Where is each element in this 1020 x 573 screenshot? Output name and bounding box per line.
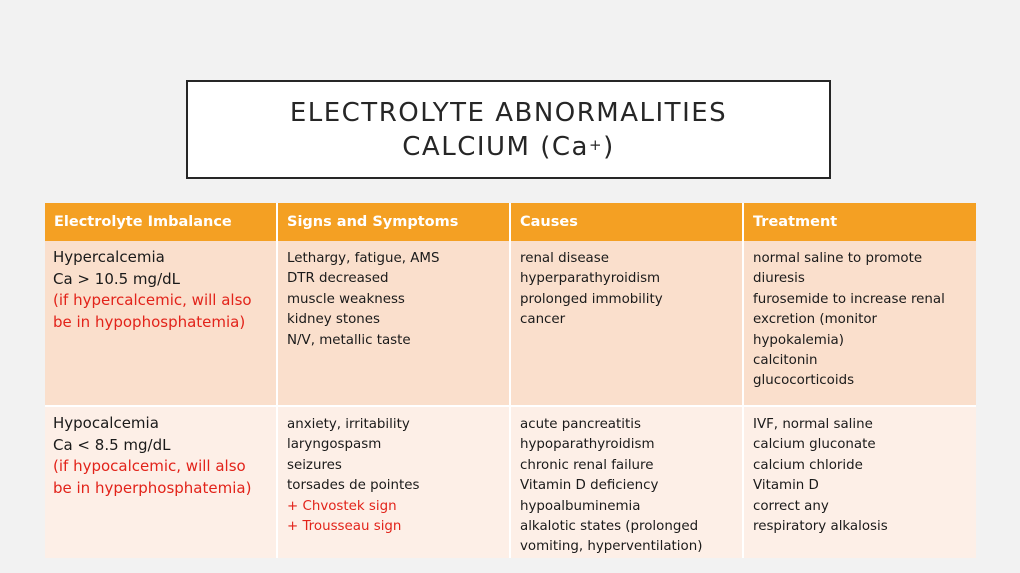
treatment-item: hypokalemia) bbox=[753, 332, 844, 348]
imbalance-range: Ca > 10.5 mg/dL bbox=[53, 269, 181, 288]
treatment-item: IVF, normal saline bbox=[753, 417, 873, 432]
sign-item: N/V, metallic taste bbox=[287, 332, 411, 348]
cell-signs bbox=[277, 406, 510, 558]
imbalance-name: Hypercalcemia bbox=[53, 248, 165, 266]
treatment-item: glucocorticoids bbox=[753, 373, 855, 389]
cause-item: hyperparathyroidism bbox=[520, 271, 661, 287]
cell-treatment bbox=[743, 241, 976, 406]
treatment-item: calcitonin bbox=[753, 353, 818, 369]
header-treatment: Treatment bbox=[743, 203, 976, 241]
header-signs-and-symptoms: Signs and Symptoms bbox=[277, 203, 510, 241]
treatment-item: calcium chloride bbox=[753, 457, 863, 473]
cell-imbalance bbox=[45, 406, 277, 558]
imbalance-name: Hypocalcemia bbox=[53, 414, 159, 432]
treatment-item: calcium gluconate bbox=[753, 437, 876, 453]
cause-item: prolonged immobility bbox=[520, 291, 663, 307]
table-row-hypocalcemia bbox=[45, 406, 976, 558]
title-line-2-end: ) bbox=[603, 131, 615, 162]
cause-item: cancer bbox=[520, 312, 566, 328]
treatment-item: correct any bbox=[753, 498, 829, 514]
cause-item: renal disease bbox=[520, 251, 609, 266]
treatment-item: furosemide to increase renal bbox=[753, 291, 945, 307]
cause-item: alkalotic states (prolonged bbox=[520, 519, 699, 535]
treatment-item: normal saline to promote bbox=[753, 251, 923, 266]
header-electrolyte-imbalance: Electrolyte Imbalance bbox=[45, 203, 277, 241]
imbalance-note: be in hyperphosphatemia) bbox=[53, 478, 252, 497]
cause-item: chronic renal failure bbox=[520, 457, 654, 473]
cause-item: vomiting, hyperventilation) bbox=[520, 539, 703, 555]
header-causes: Causes bbox=[510, 203, 743, 241]
sign-item: seizures bbox=[287, 457, 342, 473]
table-header-row bbox=[45, 203, 976, 241]
cause-item: acute pancreatitis bbox=[520, 417, 641, 432]
sign-item: DTR decreased bbox=[287, 271, 389, 287]
cell-treatment bbox=[743, 406, 976, 558]
cause-item: Vitamin D deficiency bbox=[520, 478, 659, 494]
slide-title-box bbox=[186, 80, 831, 179]
slide-title-line-2 bbox=[402, 130, 614, 164]
cell-signs bbox=[277, 241, 510, 406]
sign-item: muscle weakness bbox=[287, 291, 405, 307]
sign-item: Lethargy, fatigue, AMS bbox=[287, 251, 440, 266]
treatment-item: respiratory alkalosis bbox=[753, 519, 888, 535]
electrolyte-table bbox=[45, 203, 976, 558]
table-row-hypercalcemia bbox=[45, 241, 976, 406]
sign-item: kidney stones bbox=[287, 312, 381, 328]
sign-item-positive: + Trousseau sign bbox=[287, 519, 402, 535]
slide-title-line-1: ELECTROLYTE ABNORMALITIES bbox=[289, 97, 728, 128]
cell-imbalance bbox=[45, 241, 277, 406]
treatment-item: diuresis bbox=[753, 271, 805, 287]
imbalance-note: be in hypophosphatemia) bbox=[53, 312, 246, 331]
imbalance-note: (if hypocalcemic, will also bbox=[53, 457, 246, 475]
sign-item: anxiety, irritability bbox=[287, 417, 410, 432]
cause-item: hypoalbuminemia bbox=[520, 498, 641, 514]
imbalance-range: Ca < 8.5 mg/dL bbox=[53, 435, 171, 454]
imbalance-note: (if hypercalcemic, will also bbox=[53, 291, 252, 309]
sign-item: torsades de pointes bbox=[287, 478, 420, 494]
cell-causes bbox=[510, 241, 743, 406]
title-superscript: + bbox=[588, 135, 604, 154]
cause-item: hypoparathyroidism bbox=[520, 437, 655, 453]
sign-item-positive: + Chvostek sign bbox=[287, 498, 397, 514]
treatment-item: Vitamin D bbox=[753, 478, 819, 494]
title-line-2-text: CALCIUM (Ca bbox=[402, 131, 589, 162]
sign-item: laryngospasm bbox=[287, 437, 382, 453]
cell-causes bbox=[510, 406, 743, 558]
treatment-item: excretion (monitor bbox=[753, 312, 878, 328]
